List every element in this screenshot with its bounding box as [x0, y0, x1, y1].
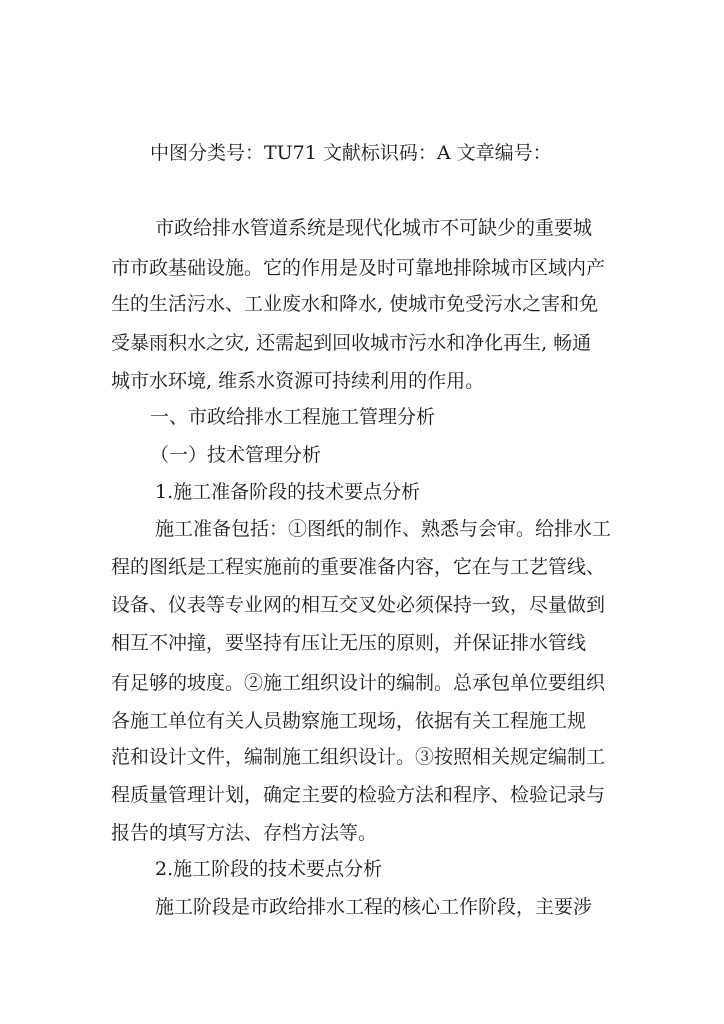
section-heading: 一、市政给排水工程施工管理分析 — [150, 406, 436, 428]
body-line: 施工阶段是市政给排水工程的核心工作阶段，主要涉 — [155, 896, 593, 918]
body-line: 设备、仪表等专业网的相互交叉处必须保持一致，尽量做到 — [111, 594, 606, 616]
body-line: 报告的填写方法、存档方法等。 — [111, 822, 378, 844]
body-line: 有足够的坡度。②施工组织设计的编制。总承包单位要组织 — [111, 672, 606, 694]
body-line: 范和设计文件，编制施工组织设计。③按照相关规定编制工 — [111, 746, 606, 768]
intro-line: 生的生活污水、工业废水和降水, 使城市免受污水之害和免 — [111, 293, 599, 315]
classification-line: 中图分类号：TU71 文献标识码：A 文章编号： — [150, 142, 552, 164]
intro-line: 受暴雨积水之灾, 还需起到回收城市污水和净化再生, 畅通 — [111, 332, 592, 354]
point-heading: 1.施工准备阶段的技术要点分析 — [155, 481, 421, 503]
body-line: 施工准备包括：①图纸的制作、熟悉与会审。给排水工 — [155, 518, 612, 540]
body-line: 各施工单位有关人员勘察施工现场，依据有关工程施工规 — [111, 710, 587, 732]
body-line: 相互不冲撞，要坚持有压让无压的原则，并保证排水管线 — [111, 632, 587, 654]
body-line: 程质量管理计划，确定主要的检验方法和程序、检验记录与 — [111, 784, 606, 806]
intro-line: 市政给排水管道系统是现代化城市不可缺少的重要城 — [155, 217, 593, 239]
subsection-heading: （一）技术管理分析 — [150, 444, 322, 466]
body-line: 程的图纸是工程实施前的重要准备内容，它在与工艺管线、 — [111, 556, 606, 578]
intro-line: 城市水环境, 维系水资源可持续利用的作用。 — [111, 370, 485, 392]
point-heading: 2.施工阶段的技术要点分析 — [155, 858, 383, 880]
intro-line: 市市政基础设施。它的作用是及时可靠地排除城市区域内产 — [111, 257, 606, 279]
